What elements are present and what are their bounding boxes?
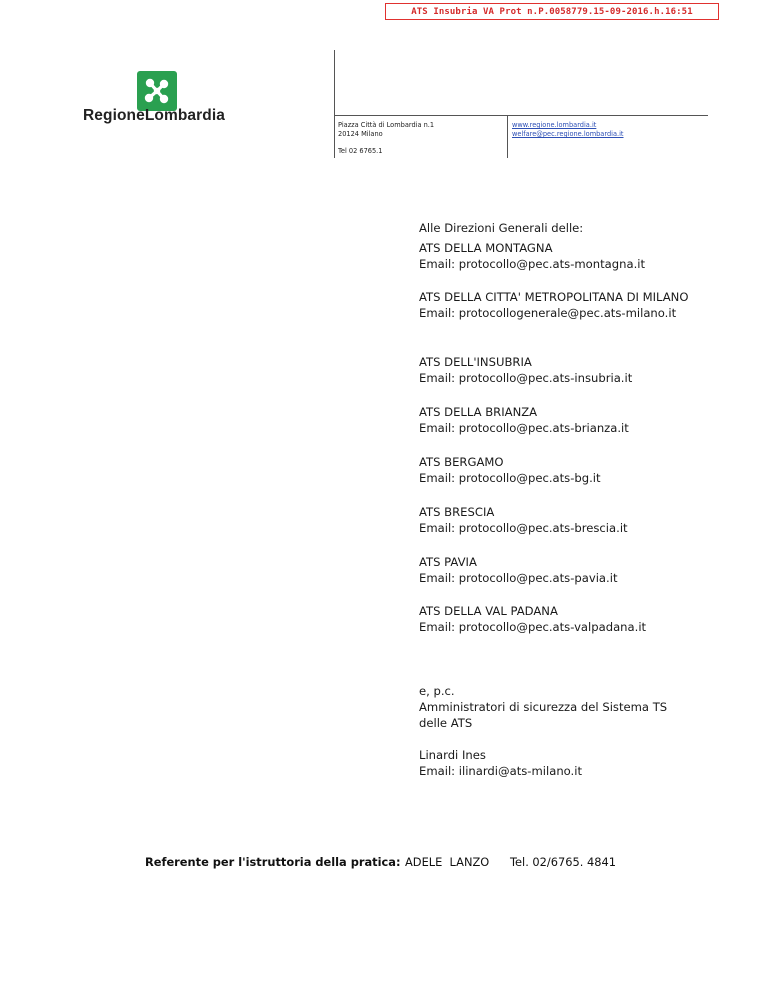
logo-wordmark: RegioneLombardia [83,107,225,124]
recipient-email: Email: protocollo@pec.ats-insubria.it [419,371,633,386]
recipients-intro: Alle Direzioni Generali delle: [419,221,584,235]
recipient-name: ATS DELLA CITTA' METROPOLITANA DI MILANO [419,290,689,304]
recipient-email: Email: protocollo@pec.ats-bg.it [419,471,601,486]
recipient-name: ATS BRESCIA [419,505,495,519]
recipient-email: Email: protocollo@pec.ats-brescia.it [419,521,628,536]
website-link[interactable]: www.regione.lombardia.it [512,121,597,129]
cc-block [419,683,689,732]
cc-label: e, p.c. [419,684,455,698]
recipient-name: ATS DELLA VAL PADANA [419,604,558,618]
cc-body: Amministratori di sicurezza del Sistema TS delle ATS [419,700,668,731]
person-name: Linardi Ines [419,748,486,762]
recipient-block [419,240,759,272]
recipient-block [419,354,759,386]
recipient-block [419,454,759,486]
recipient-block [419,603,759,635]
recipient-block [419,289,709,321]
email-link[interactable]: welfare@pec.regione.lombardia.it [512,130,624,138]
recipient-email: Email: protocollo@pec.ats-montagna.it [419,257,646,272]
referent-name: ADELE LANZO [405,855,490,869]
recipient-name: ATS DELL'INSUBRIA [419,355,532,369]
recipient-email: Email: protocollogenerale@pec.ats-milano.it [419,306,677,321]
header-divider-horizontal [334,115,708,116]
recipient-email: Email: protocollo@pec.ats-brianza.it [419,421,629,436]
recipient-name: ATS DELLA MONTAGNA [419,241,553,255]
telephone: Tel 02 6765.1 [338,147,383,155]
recipient-block [419,554,759,586]
person-email: Email: ilinardi@ats-milano.it [419,764,583,779]
regione-lombardia-logo-icon [137,71,177,111]
person-block [419,747,759,779]
recipient-name: ATS BERGAMO [419,455,504,469]
address-line-2: 20124 Milano [338,130,383,138]
header-divider-vertical-2 [507,115,508,158]
recipient-email: Email: protocollo@pec.ats-pavia.it [419,571,618,586]
protocol-stamp: ATS Insubria VA Prot n.P.0058779.15-09-2016.h.16:51 [385,3,719,20]
address-line-1: Piazza Città di Lombardia n.1 [338,121,435,129]
recipient-email: Email: protocollo@pec.ats-valpadana.it [419,620,647,635]
referent-label: Referente per l'istruttoria della pratica: [145,855,401,869]
referent-telephone: Tel. 02/6765. 4841 [510,855,616,869]
recipient-name: ATS PAVIA [419,555,477,569]
recipient-block [419,504,759,536]
recipient-block [419,404,759,436]
recipient-name: ATS DELLA BRIANZA [419,405,538,419]
header-divider-vertical [334,50,335,158]
